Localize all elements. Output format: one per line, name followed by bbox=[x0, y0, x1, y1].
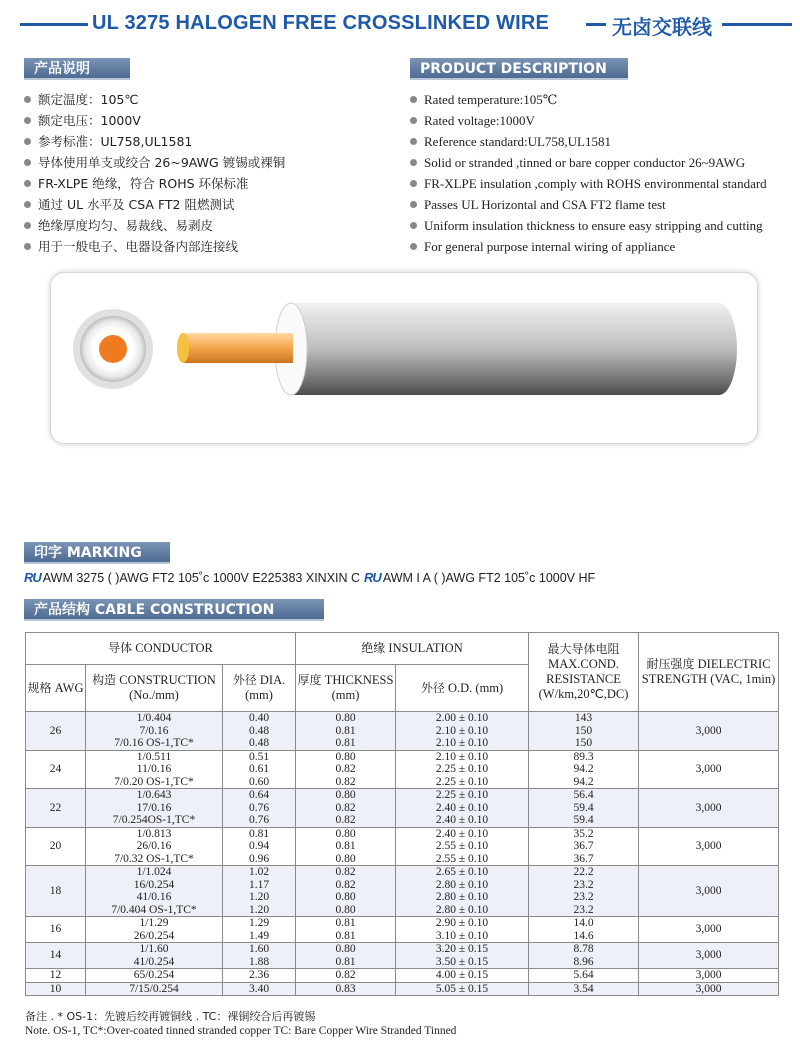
feature-item bbox=[410, 131, 767, 152]
cell-construction: 1/0.511 11/0.16 7/0.20 OS-1,TC* bbox=[86, 750, 223, 789]
feature-text: 绝缘厚度均匀、易裁线、易剥皮 bbox=[38, 218, 214, 233]
feature-item bbox=[410, 110, 767, 131]
cable-construction-table bbox=[25, 632, 779, 996]
table-notes bbox=[25, 1009, 456, 1039]
bullet-icon bbox=[24, 117, 31, 124]
cell-thickness: 0.83 bbox=[296, 982, 396, 996]
cell-thickness: 0.82 0.82 0.80 0.80 bbox=[296, 866, 396, 917]
cell-dielectric: 3,000 bbox=[639, 750, 779, 789]
bullet-icon bbox=[24, 159, 31, 166]
page-header bbox=[0, 8, 800, 38]
feature-text: Uniform insulation thickness to ensure easy stripping and cutting bbox=[424, 218, 763, 233]
cell-od: 5.05 ± 0.15 bbox=[396, 982, 529, 996]
cell-dielectric: 3,000 bbox=[639, 982, 779, 996]
cell-resistance: 89.3 94.2 94.2 bbox=[529, 750, 639, 789]
bullet-icon bbox=[24, 96, 31, 103]
table-row bbox=[26, 943, 779, 969]
cell-resistance: 8.78 8.96 bbox=[529, 943, 639, 969]
cell-dia: 1.60 1.88 bbox=[223, 943, 296, 969]
header-od: 外径 O.D. (mm) bbox=[396, 665, 529, 712]
section-heading-marking: 印字 MARKING bbox=[24, 542, 170, 564]
cell-thickness: 0.82 bbox=[296, 969, 396, 983]
table-row bbox=[26, 789, 779, 828]
page-title: UL 3275 HALOGEN FREE CROSSLINKED WIRE bbox=[92, 12, 550, 34]
bullet-icon bbox=[24, 180, 31, 187]
header-dielectric: 耐压强度 DIELECTRIC STRENGTH (VAC, 1min) bbox=[639, 633, 779, 712]
cell-od: 2.65 ± 0.10 2.80 ± 0.10 2.80 ± 0.10 2.80 ± 0.10 bbox=[396, 866, 529, 917]
cell-dia: 0.81 0.94 0.96 bbox=[223, 827, 296, 866]
cell-resistance: 3.54 bbox=[529, 982, 639, 996]
feature-list-en bbox=[410, 89, 767, 257]
wire-conductor bbox=[183, 333, 293, 363]
cell-resistance: 143 150 150 bbox=[529, 712, 639, 751]
feature-text: 通过 UL 水平及 CSA FT2 阻燃测试 bbox=[38, 197, 235, 212]
cell-od: 2.90 ± 0.10 3.10 ± 0.10 bbox=[396, 917, 529, 943]
feature-item bbox=[410, 236, 767, 257]
cell-dia: 0.51 0.61 0.60 bbox=[223, 750, 296, 789]
table-row bbox=[26, 712, 779, 751]
cell-dia: 1.02 1.17 1.20 1.20 bbox=[223, 866, 296, 917]
title-rule-left bbox=[20, 23, 88, 26]
cell-awg: 14 bbox=[26, 943, 86, 969]
header-conductor: 导体 CONDUCTOR bbox=[26, 633, 296, 665]
feature-text: For general purpose internal wiring of appliance bbox=[424, 239, 676, 254]
header-awg: 规格 AWG bbox=[26, 665, 86, 712]
cell-construction: 1/1.024 16/0.254 41/0.16 7/0.404 OS-1,TC* bbox=[86, 866, 223, 917]
cell-awg: 16 bbox=[26, 917, 86, 943]
table-row bbox=[26, 982, 779, 996]
feature-item bbox=[410, 173, 767, 194]
cell-awg: 12 bbox=[26, 969, 86, 983]
bullet-icon bbox=[410, 138, 417, 145]
feature-item bbox=[410, 152, 767, 173]
cell-resistance: 22.2 23.2 23.2 23.2 bbox=[529, 866, 639, 917]
note-cn: 备注 . * OS-1：先镀后绞再镀铜线 . TC：裸铜绞合后再镀锡 bbox=[25, 1010, 316, 1023]
cell-thickness: 0.80 0.81 bbox=[296, 943, 396, 969]
cell-od: 4.00 ± 0.15 bbox=[396, 969, 529, 983]
ul-recognized-icon-2: RU bbox=[364, 570, 381, 585]
feature-text: 额定温度：105℃ bbox=[38, 92, 139, 107]
title-rule-right bbox=[722, 23, 792, 26]
cell-dielectric: 3,000 bbox=[639, 712, 779, 751]
bullet-icon bbox=[24, 138, 31, 145]
page-title-cn: 无卤交联线 bbox=[612, 15, 712, 39]
bullet-icon bbox=[24, 222, 31, 229]
cell-construction: 1/1.29 26/0.254 bbox=[86, 917, 223, 943]
bullet-icon bbox=[410, 117, 417, 124]
cell-dia: 0.40 0.48 0.48 bbox=[223, 712, 296, 751]
feature-item bbox=[410, 215, 767, 236]
marking-text bbox=[24, 570, 595, 585]
header-construction: 构造 CONSTRUCTION (No./mm) bbox=[86, 665, 223, 712]
cell-dia: 3.40 bbox=[223, 982, 296, 996]
feature-item bbox=[24, 215, 285, 236]
cell-dia: 1.29 1.49 bbox=[223, 917, 296, 943]
feature-text: FR-XLPE 绝缘，符合 ROHS 环保标准 bbox=[38, 176, 249, 191]
cell-dielectric: 3,000 bbox=[639, 969, 779, 983]
wire-illustration bbox=[50, 272, 758, 444]
feature-text: 导体使用单支或绞合 26~9AWG 镀锡或裸铜 bbox=[38, 155, 286, 170]
bullet-icon bbox=[410, 159, 417, 166]
feature-item bbox=[410, 194, 767, 215]
feature-item bbox=[24, 173, 285, 194]
section-heading-product-en: PRODUCT DESCRIPTION bbox=[410, 58, 628, 80]
section-heading-product-cn: 产品说明 bbox=[24, 58, 130, 80]
cell-resistance: 5.64 bbox=[529, 969, 639, 983]
cell-thickness: 0.80 0.81 0.80 bbox=[296, 827, 396, 866]
feature-text: 参考标准：UL758,UL1581 bbox=[38, 134, 193, 149]
feature-text: FR-XLPE insulation ,comply with ROHS environmental standard bbox=[424, 176, 767, 191]
cell-dielectric: 3,000 bbox=[639, 827, 779, 866]
cell-od: 2.10 ± 0.10 2.25 ± 0.10 2.25 ± 0.10 bbox=[396, 750, 529, 789]
cell-od: 2.00 ± 0.10 2.10 ± 0.10 2.10 ± 0.10 bbox=[396, 712, 529, 751]
cell-dia: 2.36 bbox=[223, 969, 296, 983]
cell-construction: 7/15/0.254 bbox=[86, 982, 223, 996]
ul-recognized-icon: RU bbox=[24, 570, 41, 585]
bullet-icon bbox=[410, 222, 417, 229]
feature-item bbox=[24, 236, 285, 257]
bullet-icon bbox=[410, 201, 417, 208]
feature-text: 额定电压：1000V bbox=[38, 113, 141, 128]
table-row bbox=[26, 969, 779, 983]
feature-text: Reference standard:UL758,UL1581 bbox=[424, 134, 611, 149]
feature-item bbox=[410, 89, 767, 110]
cell-od: 3.20 ± 0.15 3.50 ± 0.15 bbox=[396, 943, 529, 969]
cell-resistance: 35.2 36.7 36.7 bbox=[529, 827, 639, 866]
cell-dielectric: 3,000 bbox=[639, 789, 779, 828]
note-en: Note. OS-1, TC*:Over-coated tinned stranded copper TC: Bare Copper Wire Stranded Tinned bbox=[25, 1025, 457, 1037]
feature-text: Rated voltage:1000V bbox=[424, 113, 535, 128]
feature-item bbox=[24, 110, 285, 131]
cell-awg: 26 bbox=[26, 712, 86, 751]
cell-construction: 1/1.60 41/0.254 bbox=[86, 943, 223, 969]
cell-thickness: 0.80 0.82 0.82 bbox=[296, 750, 396, 789]
feature-item bbox=[24, 194, 285, 215]
header-dia: 外径 DIA. (mm) bbox=[223, 665, 296, 712]
cell-awg: 20 bbox=[26, 827, 86, 866]
cell-awg: 10 bbox=[26, 982, 86, 996]
marking-text-1: AWM 3275 ( )AWG FT2 105˚c 1000V E225383 XINXIN C bbox=[42, 570, 361, 585]
header-insulation: 绝缘 INSULATION bbox=[296, 633, 529, 665]
feature-text: Solid or stranded ,tinned or bare copper conductor 26~9AWG bbox=[424, 155, 746, 170]
bullet-icon bbox=[24, 243, 31, 250]
table-row bbox=[26, 750, 779, 789]
feature-item bbox=[24, 152, 285, 173]
cell-awg: 18 bbox=[26, 866, 86, 917]
cell-construction: 1/0.643 17/0.16 7/0.254OS-1,TC* bbox=[86, 789, 223, 828]
cell-resistance: 56.4 59.4 59.4 bbox=[529, 789, 639, 828]
cell-thickness: 0.80 0.82 0.82 bbox=[296, 789, 396, 828]
cell-awg: 22 bbox=[26, 789, 86, 828]
feature-item bbox=[24, 131, 285, 152]
bullet-icon bbox=[410, 96, 417, 103]
title-rule-middle bbox=[586, 23, 606, 26]
cell-construction: 1/0.813 26/0.16 7/0.32 OS-1,TC* bbox=[86, 827, 223, 866]
feature-text: 用于一般电子、电器设备内部连接线 bbox=[38, 239, 239, 254]
header-thickness: 厚度 THICKNESS (mm) bbox=[296, 665, 396, 712]
cross-section-conductor bbox=[99, 335, 127, 363]
table-row bbox=[26, 827, 779, 866]
bullet-icon bbox=[410, 180, 417, 187]
cell-od: 2.25 ± 0.10 2.40 ± 0.10 2.40 ± 0.10 bbox=[396, 789, 529, 828]
cell-dielectric: 3,000 bbox=[639, 917, 779, 943]
cell-dia: 0.64 0.76 0.76 bbox=[223, 789, 296, 828]
cell-thickness: 0.81 0.81 bbox=[296, 917, 396, 943]
cell-awg: 24 bbox=[26, 750, 86, 789]
wire-jacket bbox=[291, 303, 737, 395]
marking-text-2: AWM I A ( )AWG FT2 105˚c 1000V HF bbox=[382, 570, 596, 585]
section-heading-construction: 产品结构 CABLE CONSTRUCTION bbox=[24, 599, 324, 621]
feature-text: Rated temperature:105℃ bbox=[424, 92, 558, 107]
cell-construction: 1/0.404 7/0.16 7/0.16 OS-1,TC* bbox=[86, 712, 223, 751]
feature-text: Passes UL Horizontal and CSA FT2 flame test bbox=[424, 197, 666, 212]
bullet-icon bbox=[410, 243, 417, 250]
cell-dielectric: 3,000 bbox=[639, 866, 779, 917]
cell-thickness: 0.80 0.81 0.81 bbox=[296, 712, 396, 751]
cell-resistance: 14.0 14.6 bbox=[529, 917, 639, 943]
bullet-icon bbox=[24, 201, 31, 208]
table-row bbox=[26, 917, 779, 943]
feature-item bbox=[24, 89, 285, 110]
table-row bbox=[26, 866, 779, 917]
cell-od: 2.40 ± 0.10 2.55 ± 0.10 2.55 ± 0.10 bbox=[396, 827, 529, 866]
feature-list-cn bbox=[24, 89, 285, 257]
conductor-tip bbox=[177, 333, 189, 363]
header-resistance: 最大导体电阻 MAX.COND. RESISTANCE (W/km,20℃,DC) bbox=[529, 633, 639, 712]
cell-dielectric: 3,000 bbox=[639, 943, 779, 969]
cell-construction: 65/0.254 bbox=[86, 969, 223, 983]
wire-drawing bbox=[51, 273, 759, 445]
